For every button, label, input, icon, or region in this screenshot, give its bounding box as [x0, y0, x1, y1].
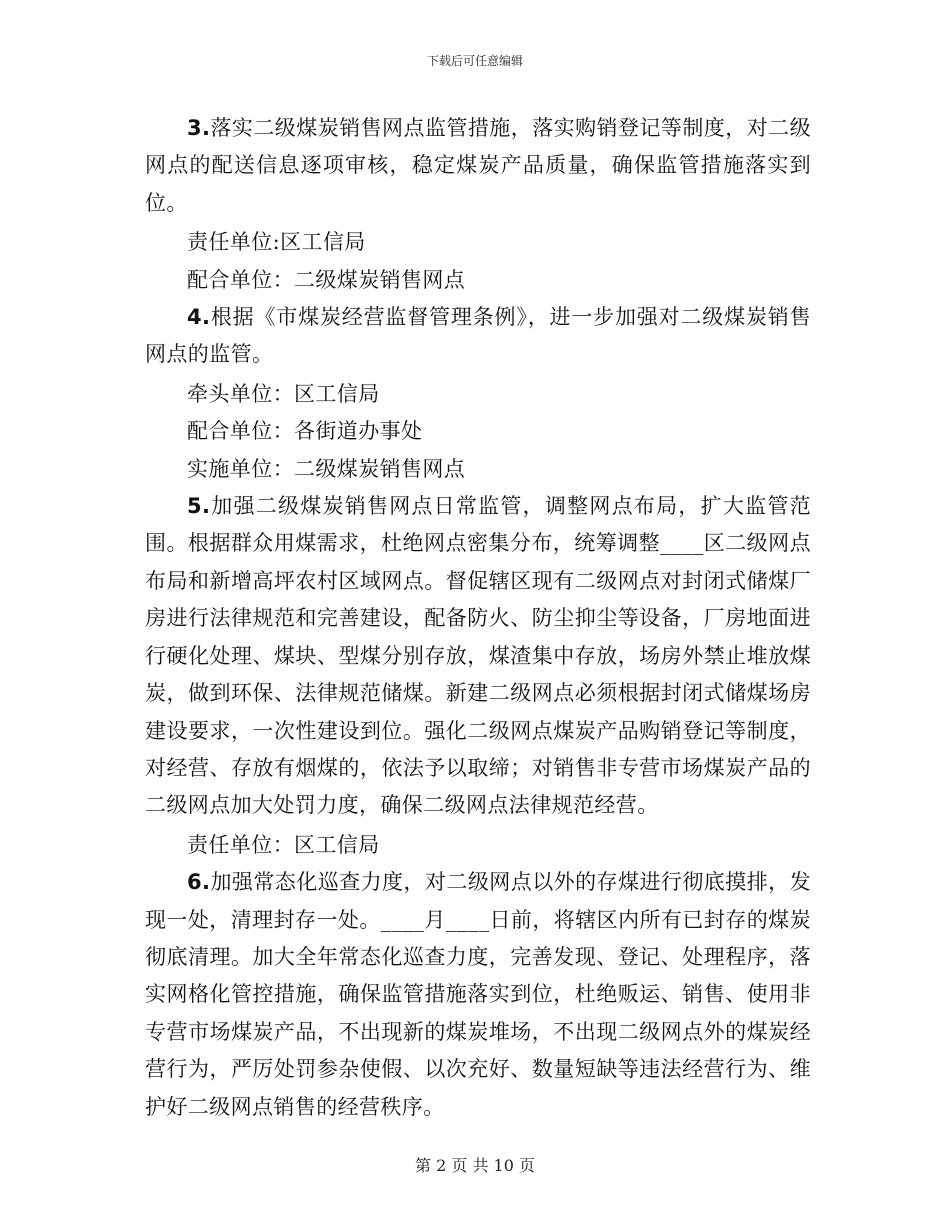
page-header: 下载后可任意编辑 [426, 54, 523, 68]
document-body [145, 110, 811, 1128]
lead-unit: 牵头单位：区工信局 [187, 381, 380, 406]
responsible-unit: 责任单位:区工信局 [187, 230, 366, 255]
section-text: 落实二级煤炭销售网点监管措施，落实购销登记等制度，对二级网点的配送信息逐项审核，稳定煤炭产品质量，确保监管措施落实到位。 [145, 116, 811, 215]
responsible-unit: 责任单位：区工信局 [187, 832, 380, 857]
page-footer: 第 2 页 共 10 页 [415, 1156, 535, 1175]
section-5-paragraph [145, 488, 811, 825]
section-3-paragraph [145, 110, 811, 222]
implementing-unit: 实施单位：二级煤炭销售网点 [187, 456, 466, 481]
cooperating-unit: 配合单位：各街道办事处 [187, 419, 423, 444]
section-number: 4. [187, 305, 211, 330]
section-number: 6. [187, 870, 211, 895]
section-number: 3. [187, 116, 211, 140]
section-6-paragraph [145, 864, 811, 1126]
section-text: 根据《市煤炭经营监督管理条例》，进一步加强对二级煤炭销售网点的监管。 [145, 305, 811, 367]
cooperating-unit: 配合单位：二级煤炭销售网点 [187, 267, 466, 292]
section-text: 加强二级煤炭销售网点日常监管，调整网点布局，扩大监管范围。根据群众用煤需求，杜绝网点密集分布，统筹调整____区二级网点布局和新增高坪农村区域网点。督促辖区现有二级网点对封闭式储煤厂房进行法律规范和完善建设，配备防火、防尘抑尘等设备，厂房地面进行硬化处理、煤块、型煤分别存放，煤渣集中存放，场房外禁止堆放煤炭，做到环保、法律规范储煤。新建二级网点必须根据封闭式储煤场房建设要求，一次性建设到位。强化二级网点煤炭产品购销登记等制度，对经营、存放有烟煤的，依法予以取缔；对销售非专营市场煤炭产品的二级网点加大处罚力度，确保二级网点法律规范经营。 [145, 494, 811, 818]
section-number: 5. [187, 494, 211, 519]
section-text: 加强常态化巡查力度，对二级网点以外的存煤进行彻底摸排，发现一处，清理封存一处。____月____日前，将辖区内所有已封存的煤炭彻底清理。加大全年常态化巡查力度，完善发现、登记、处理程序，落实网格化管控措施，确保监管措施落实到位，杜绝贩运、销售、使用非专营市场煤炭产品，不出现新的煤炭堆场，不出现二级网点外的煤炭经营行为，严厉处罚参杂使假、以次充好、数量短缺等违法经营行为、维护好二级网点销售的经营秩序。 [145, 870, 811, 1119]
section-4-paragraph [145, 299, 811, 374]
